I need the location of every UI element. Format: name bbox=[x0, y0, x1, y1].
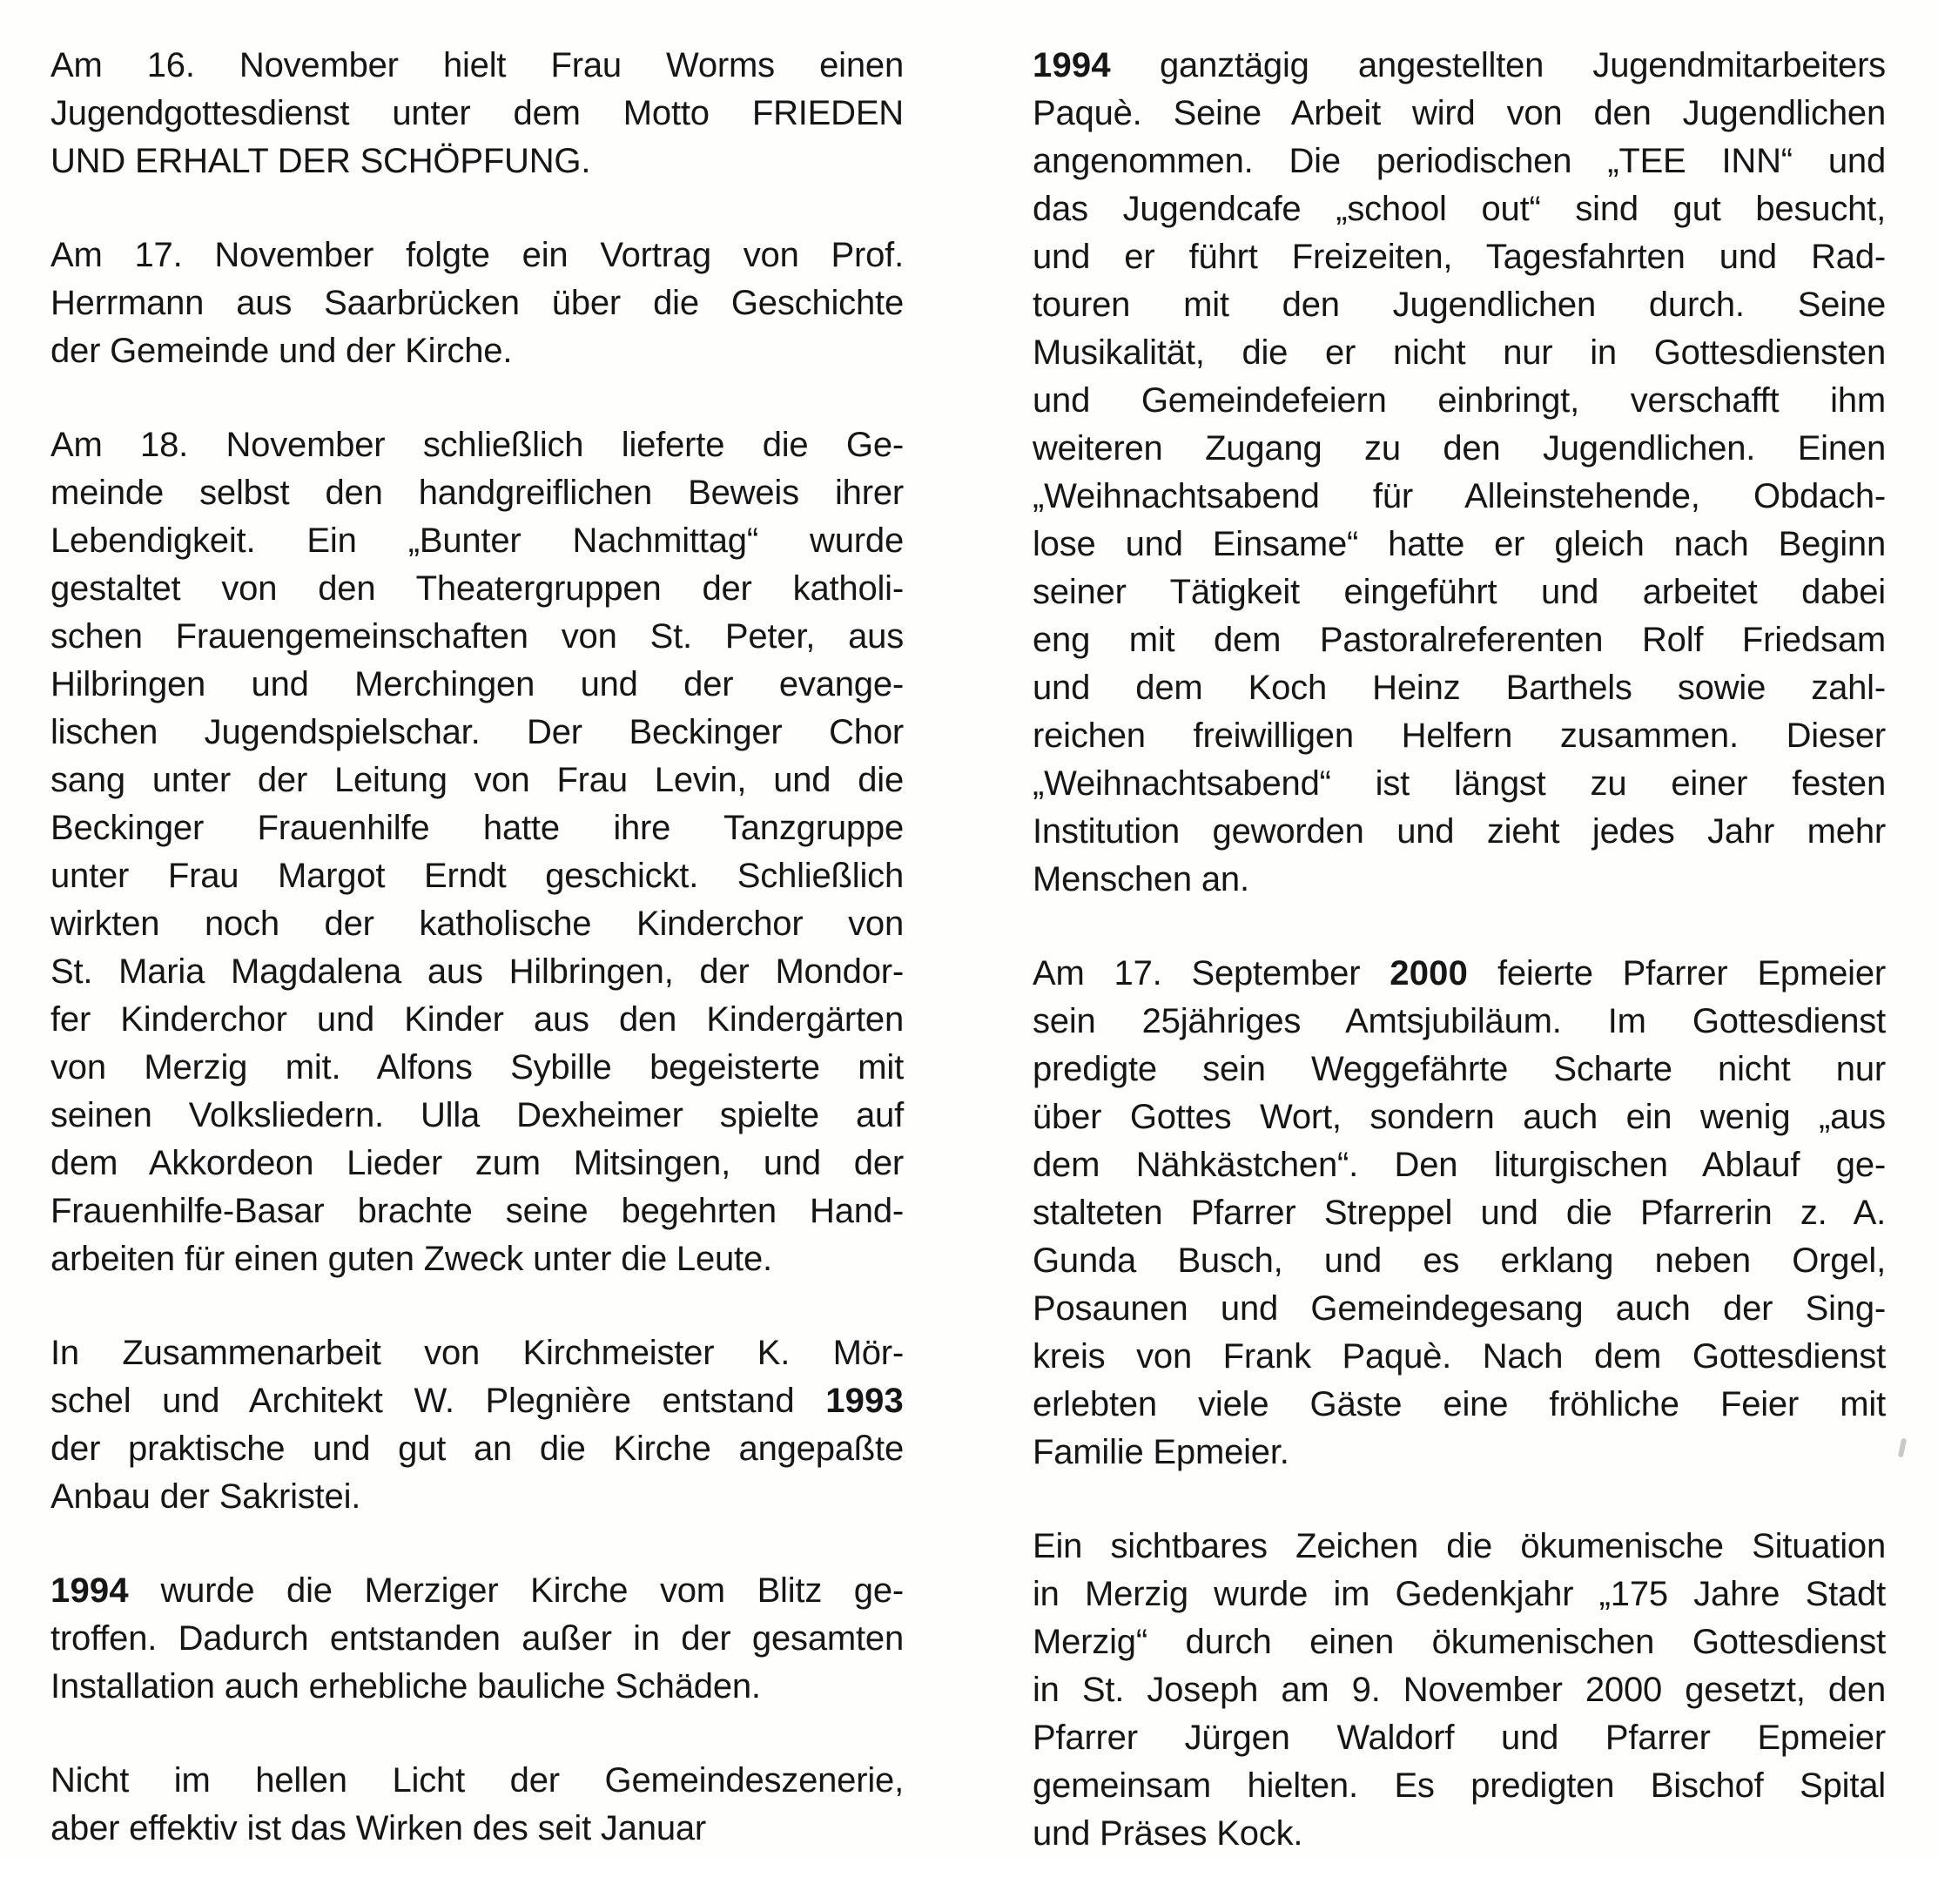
text-line: Am 18. November schließlich lieferte die Ge- bbox=[50, 426, 904, 464]
text-line: touren mit den Jugendlichen durch. Seine bbox=[1033, 286, 1886, 324]
text-line: fer Kinderchor und Kinder aus den Kindergärten bbox=[50, 1000, 904, 1039]
bold-year: 1994 bbox=[50, 1571, 129, 1610]
text-line: und Gemeindefeiern einbringt, verschafft ihm bbox=[1033, 381, 1886, 420]
text-line: Am 17. November folgte ein Vortrag von Prof. bbox=[50, 236, 904, 274]
text-line: In Zusammenarbeit von Kirchmeister K. Mör- bbox=[50, 1334, 904, 1372]
text-line: Anbau der Sakristei. bbox=[50, 1477, 361, 1516]
text-line: dem Nähkästchen“. Den liturgischen Ablauf ge- bbox=[1033, 1146, 1886, 1184]
text-line: Frauenhilfe-Basar brachte seine begehrten Hand- bbox=[50, 1192, 904, 1230]
paragraph bbox=[1033, 950, 1886, 1477]
text-line: seiner Tätigkeit eingeführt und arbeitet dabei bbox=[1033, 573, 1886, 611]
text-line: unter Frau Margot Erndt geschickt. Schließlich bbox=[50, 857, 904, 895]
text-line: Jugendgottesdienst unter dem Motto FRIEDEN bbox=[50, 94, 904, 132]
text-line: Ein sichtbares Zeichen die ökumenische Situation bbox=[1033, 1527, 1886, 1565]
text-line: Lebendigkeit. Ein „Bunter Nachmittag“ wurde bbox=[50, 521, 904, 560]
text-line: Familie Epmeier. bbox=[1033, 1433, 1289, 1471]
text-line: schen Frauengemeinschaften von St. Peter, aus bbox=[50, 617, 904, 656]
text-line: über Gottes Wort, sondern auch ein wenig „aus bbox=[1033, 1098, 1886, 1136]
text-line: das Jugendcafe „school out“ sind gut besucht, bbox=[1033, 190, 1886, 228]
paragraph bbox=[1033, 1523, 1886, 1858]
text-line: 1994 wurde die Merziger Kirche vom Blitz ge- bbox=[50, 1571, 904, 1610]
paragraph bbox=[1033, 42, 1886, 904]
text-columns bbox=[50, 42, 1886, 1904]
text-line: gemeinsam hielten. Es predigten Bischof Spital bbox=[1033, 1766, 1886, 1805]
text-line: Institution geworden und zieht jedes Jahr mehr bbox=[1033, 812, 1886, 851]
text-line: Nicht im hellen Licht der Gemeindeszenerie, bbox=[50, 1761, 904, 1800]
text-line: angenommen. Die periodischen „TEE INN“ und bbox=[1033, 142, 1886, 180]
text-line: arbeiten für einen guten Zweck unter die Leute. bbox=[50, 1240, 772, 1278]
paragraph bbox=[50, 421, 904, 1283]
text-line: aber effektiv ist das Wirken des seit Januar bbox=[50, 1809, 707, 1847]
paragraph bbox=[50, 42, 904, 185]
text-line: Installation auch erhebliche bauliche Schäden. bbox=[50, 1667, 761, 1706]
text-line: 1994 ganztägig angestellten Jugendmitarbeiters bbox=[1033, 46, 1886, 84]
text-line: sein 25jähriges Amtsjubiläum. Im Gottesdienst bbox=[1033, 1002, 1886, 1040]
text-line: und dem Koch Heinz Barthels sowie zahl- bbox=[1033, 669, 1886, 707]
text-line: gestaltet von den Theatergruppen der katholi- bbox=[50, 569, 904, 608]
text-line: „Weihnachtsabend für Alleinstehende, Obdach- bbox=[1033, 477, 1886, 515]
text-line: dem Akkordeon Lieder zum Mitsingen, und der bbox=[50, 1144, 904, 1182]
text-line: Hilbringen und Merchingen und der evange- bbox=[50, 665, 904, 703]
text-line: wirkten noch der katholische Kinderchor von bbox=[50, 905, 904, 943]
text-line: stalteten Pfarrer Streppel und die Pfarrerin z. A. bbox=[1033, 1194, 1886, 1232]
text-line: Pfarrer Jürgen Waldorf und Pfarrer Epmeier bbox=[1033, 1719, 1886, 1757]
left-column bbox=[50, 42, 904, 1904]
text-line: und Präses Kock. bbox=[1033, 1814, 1303, 1853]
text-line: seinen Volksliedern. Ulla Dexheimer spielte auf bbox=[50, 1096, 904, 1134]
paragraph bbox=[50, 232, 904, 375]
text-line: Menschen an. bbox=[1033, 860, 1249, 898]
text-line: der Gemeinde und der Kirche. bbox=[50, 332, 513, 370]
text-line: erlebten viele Gäste eine fröhliche Feier mit bbox=[1033, 1385, 1886, 1423]
paragraph bbox=[50, 1567, 904, 1711]
text-line: predigte sein Weggefährte Scharte nicht nur bbox=[1033, 1050, 1886, 1088]
text-line: reichen freiwilligen Helfern zusammen. Dieser bbox=[1033, 717, 1886, 755]
text-line: von Merzig mit. Alfons Sybille begeisterte mit bbox=[50, 1048, 904, 1087]
text-line: Paquè. Seine Arbeit wird von den Jugendlichen bbox=[1033, 94, 1886, 132]
bold-year: 1993 bbox=[825, 1382, 904, 1420]
text-line: Musikalität, die er nicht nur in Gottesdiensten bbox=[1033, 333, 1886, 372]
right-column bbox=[1033, 42, 1886, 1904]
text-line: troffen. Dadurch entstanden außer in der gesamten bbox=[50, 1619, 904, 1658]
text-line: in St. Joseph am 9. November 2000 gesetzt, den bbox=[1033, 1671, 1886, 1709]
text-line: St. Maria Magdalena aus Hilbringen, der Mondor- bbox=[50, 952, 904, 991]
paragraph bbox=[50, 1757, 904, 1853]
text-line: und er führt Freizeiten, Tagesfahrten und Rad- bbox=[1033, 238, 1886, 276]
text-line: Herrmann aus Saarbrücken über die Geschichte bbox=[50, 284, 904, 322]
text-line: lischen Jugendspielschar. Der Beckinger Chor bbox=[50, 713, 904, 751]
bold-year: 2000 bbox=[1390, 954, 1469, 992]
scan-artifact bbox=[1898, 1438, 1907, 1458]
text-line: Am 17. September 2000 feierte Pfarrer Epmeier bbox=[1033, 954, 1886, 992]
text-line: schel und Architekt W. Plegnière entstand 1993 bbox=[50, 1382, 904, 1420]
text-line: UND ERHALT DER SCHÖPFUNG. bbox=[50, 142, 591, 180]
paragraph bbox=[50, 1329, 904, 1521]
text-line: Beckinger Frauenhilfe hatte ihre Tanzgruppe bbox=[50, 809, 904, 847]
text-line: eng mit dem Pastoralreferenten Rolf Friedsam bbox=[1033, 621, 1886, 659]
text-line: Posaunen und Gemeindegesang auch der Sing- bbox=[1033, 1289, 1886, 1328]
text-line: lose und Einsame“ hatte er gleich nach Beginn bbox=[1033, 525, 1886, 563]
text-line: der praktische und gut an die Kirche angepaßte bbox=[50, 1430, 904, 1468]
text-line: in Merzig wurde im Gedenkjahr „175 Jahre Stadt bbox=[1033, 1575, 1886, 1613]
text-line: weiteren Zugang zu den Jugendlichen. Einen bbox=[1033, 429, 1886, 468]
text-line: Gunda Busch, und es erklang neben Orgel, bbox=[1033, 1241, 1886, 1280]
text-line: Merzig“ durch einen ökumenischen Gottesdienst bbox=[1033, 1623, 1886, 1661]
text-line: Am 16. November hielt Frau Worms einen bbox=[50, 46, 904, 84]
bold-year: 1994 bbox=[1033, 46, 1111, 84]
text-line: „Weihnachtsabend“ ist längst zu einer festen bbox=[1033, 764, 1886, 803]
text-line: kreis von Frank Paquè. Nach dem Gottesdienst bbox=[1033, 1337, 1886, 1376]
text-line: meinde selbst den handgreiflichen Beweis ihrer bbox=[50, 474, 904, 512]
text-line: sang unter der Leitung von Frau Levin, und die bbox=[50, 761, 904, 799]
